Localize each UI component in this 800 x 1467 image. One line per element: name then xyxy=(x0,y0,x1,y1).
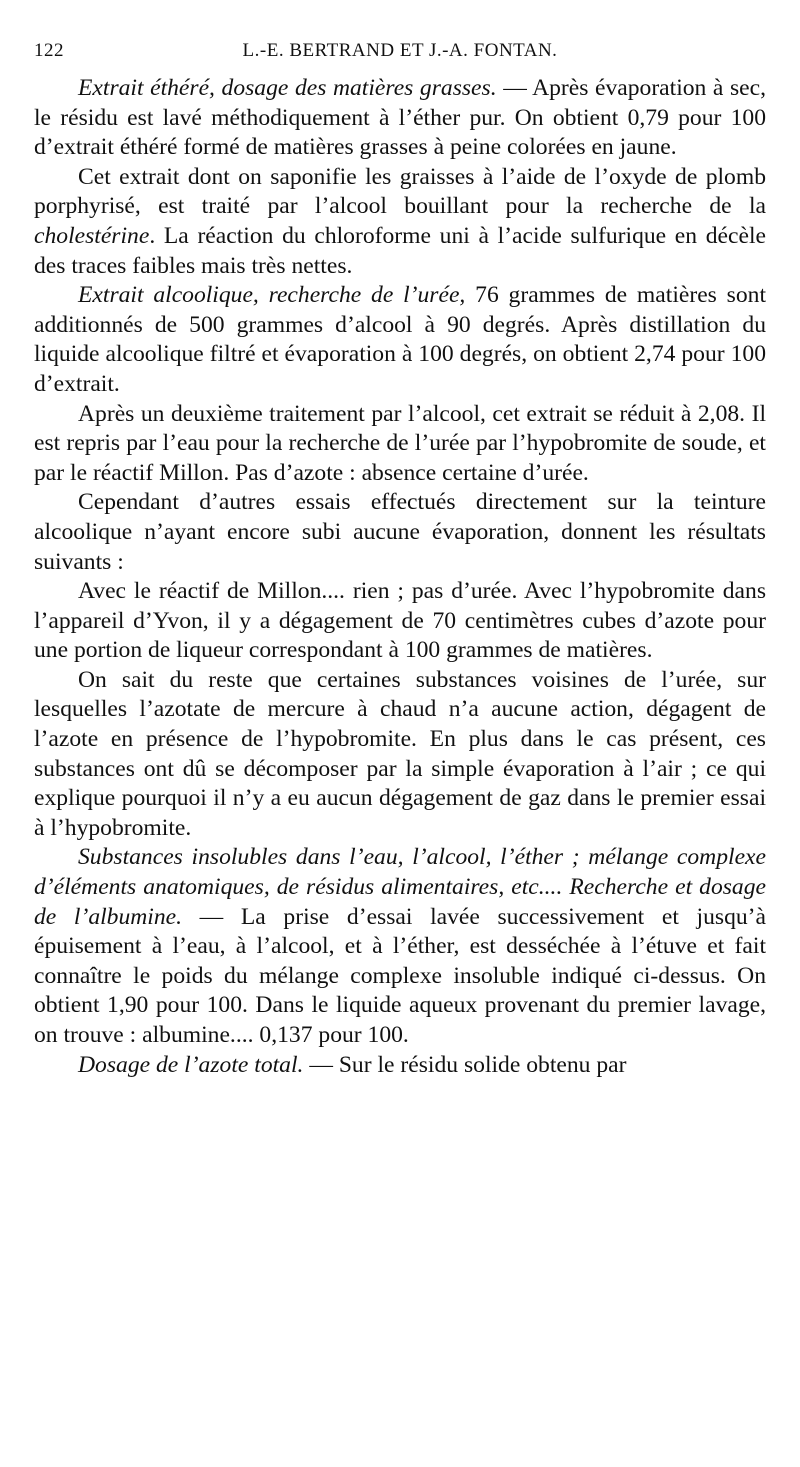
paragraph-text: Après un deuxième traitement par l’alcool, cet extrait se réduit à 2,08. Il est repris par l’eau pour la recherche de l’urée par l’hypobromite de soude, et par le réactif Millon. Pas d’azote : absence certaine d’urée. xyxy=(34,400,766,486)
paragraph-total-nitrogen xyxy=(34,1051,766,1081)
paragraph-text: 76 grammes de matières sont additionnés de 500 grammes d’alcool à 90 degrés. Après distillation du liquide alcoolique filtré et évaporation à 100 degrés, on obtient 2,74 pour 100 d’extrait. xyxy=(34,282,766,397)
paragraph-cholesterine xyxy=(34,163,766,281)
paragraph-alcohol-extract xyxy=(34,281,766,399)
section-heading: Substances insolubles dans l’eau, l’alcool, l’éther ; mélange complexe d’éléments anatomiques, de résidus alimentaires, etc.... Recherche et dosage de l’albumine. xyxy=(34,844,766,930)
body-text xyxy=(34,74,766,1080)
italic-term: cholestérine xyxy=(34,222,150,249)
section-heading: Dosage de l’azote total. xyxy=(78,1051,304,1078)
paragraph-other-tests xyxy=(34,488,766,577)
paragraph-urea-substances xyxy=(34,666,766,844)
paragraph-ether-extract xyxy=(34,74,766,163)
paragraph-millon-results xyxy=(34,577,766,666)
running-head xyxy=(34,34,766,70)
paragraph-text: Avec le réactif de Millon.... rien ; pas d’urée. Avec l’hypobromite dans l’appareil d’Yvon, il y a dégagement de 70 centimètres cubes d’azote pour une portion de liqueur correspondant à 100 grammes de matières. xyxy=(34,578,766,664)
paragraph-text: — La prise d’essai lavée successivement et jusqu’à épuisement à l’eau, à l’alcool, et à l’éther, est desséchée à l’étuve et fait connaître le poids du mélange complexe insoluble indiqué ci-dessus. On obtient 1,90 pour 100. Dans le liquide aqueux provenant du premier lavage, on trouve : albumine.... 0,137 pour 100. xyxy=(34,903,766,1048)
paragraph-insoluble-substances xyxy=(34,843,766,1050)
paragraph-text: . La réaction du chloroforme uni à l’acide sulfurique en décèle des traces faibles mais très nettes. xyxy=(34,222,766,279)
paragraph-text: Cependant d’autres essais effectués directement sur la teinture alcoolique n’ayant encore subi aucune évaporation, donnent les résultats suivants : xyxy=(34,489,766,575)
paragraph-second-treatment xyxy=(34,400,766,489)
paragraph-text: — Sur le résidu solide obtenu par xyxy=(303,1051,627,1078)
book-page xyxy=(34,34,766,1080)
section-heading: Extrait éthéré, dosage des matières grasses. xyxy=(78,75,497,101)
paragraph-text: — Après évaporation à sec, le résidu est lavé méthodiquement à l’éther pur. On obtient 0,79 pour 100 d’extrait éthéré formé de matières grasses à peine colorées en jaune. xyxy=(34,75,767,161)
page-number: 122 xyxy=(34,40,64,61)
running-title: L.-E. BERTRAND ET J.-A. FONTAN. xyxy=(242,40,558,61)
section-heading: Extrait alcoolique, recherche de l’urée, xyxy=(78,282,466,309)
paragraph-text: On sait du reste que certaines substances voisines de l’urée, sur lesquelles l’azotate de mercure à chaud n’a aucune action, dégagent de l’azote en présence de l’hypobromite. En plus dans le cas présent, ces substances ont dû se décomposer par la simple évaporation à l’air ; ce qui explique pourquoi il n’y a eu aucun dégagement de gaz dans le premier essai à l’hypobromite. xyxy=(34,666,766,841)
paragraph-text: Cet extrait dont on saponifie les graisses à l’aide de l’oxyde de plomb porphyrisé, est traité par l’alcool bouillant pour la recherche de la xyxy=(34,163,766,220)
